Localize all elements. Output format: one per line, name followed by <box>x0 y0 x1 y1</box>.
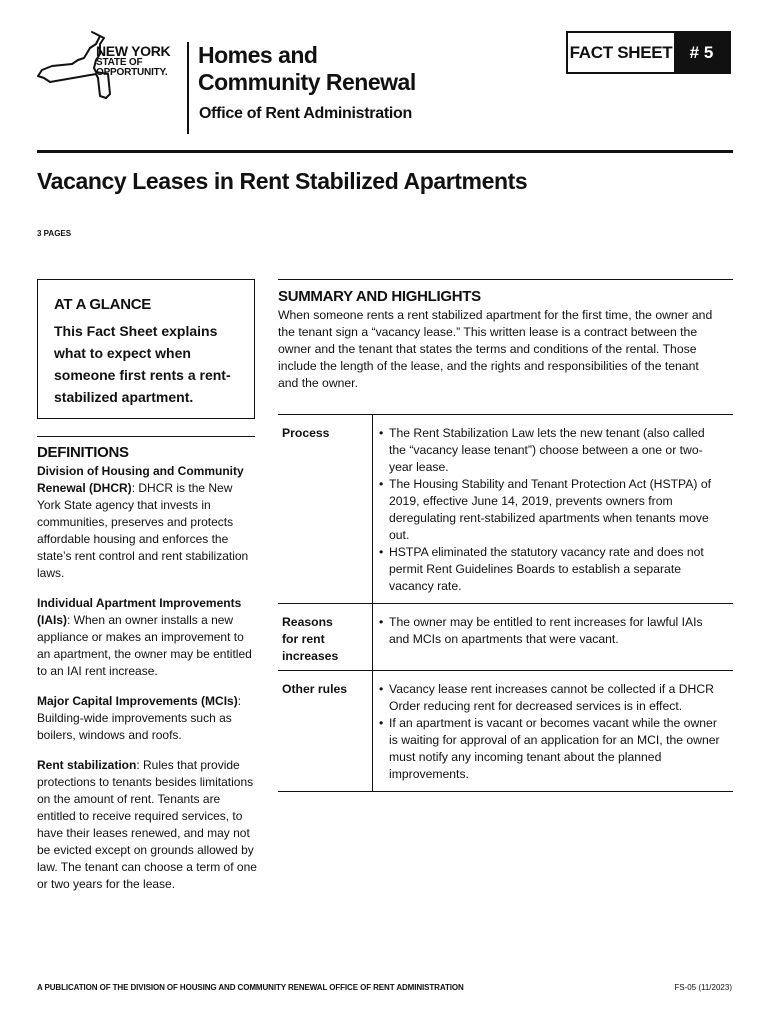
bullet-item: • If an apartment is vacant or becomes vacant while the owner is waiting for approval of an application for an MCI, the owner must notify any incoming tenant about the planned improvements. <box>379 715 725 783</box>
definition-item <box>37 693 257 744</box>
page-count: 3 PAGES <box>37 229 72 238</box>
row-content <box>373 671 734 792</box>
definitions-section <box>37 444 257 906</box>
office-name: Office of Rent Administration <box>199 105 412 122</box>
at-a-glance-box <box>37 279 255 419</box>
bullet-item: • Vacancy lease rent increases cannot be collected if a DHCR Order reducing rent for decreased services is in effect. <box>379 681 725 715</box>
row-label: Other rules <box>278 671 373 792</box>
definition-item <box>37 463 257 582</box>
logo-line-3: OPPORTUNITY. <box>96 67 168 79</box>
row-content <box>373 604 734 671</box>
definition-text: : Building-wide improvements such as boilers, windows and roofs. <box>37 694 242 742</box>
definitions-heading: DEFINITIONS <box>37 444 129 461</box>
summary-text: When someone rents a rent stabilized apartment for the first time, the owner and the tenant sign a “vacancy lease.” This written lease is a contract between the owner and the tenant that states the terms and conditions of the rental. Those include the length of the lease, and the rights and responsibilities of the tenant and the owner. <box>278 308 713 390</box>
row-label <box>278 604 373 671</box>
bullet-item: • The Rent Stabilization Law lets the new tenant (also called the “vacancy lease tenant”) choose between a one or two-year lease. <box>379 425 725 476</box>
summary-heading: SUMMARY AND HIGHLIGHTS <box>278 288 481 305</box>
logo-line-1: NEW YORK <box>96 43 171 59</box>
summary-rule <box>278 279 733 280</box>
fact-sheet-label: FACT SHEET <box>569 42 673 62</box>
definition-text: : When an owner installs a new appliance or makes an improvement to an apartment, the owner may be entitled to an IAI rent increase. <box>37 613 252 678</box>
agency-name <box>198 42 416 96</box>
agency-line-2: Community Renewal <box>198 69 416 95</box>
row-label-text: Reasons for rent increases <box>282 615 339 663</box>
footer-code: FS-05 (11/2023) <box>674 983 732 992</box>
logo-line-2: STATE OF <box>96 57 143 69</box>
definition-term: Rent stabilization <box>37 758 137 772</box>
highlights-table <box>278 414 733 792</box>
page-title: Vacancy Leases in Rent Stabilized Apartments <box>37 168 528 194</box>
row-content <box>373 415 734 604</box>
glance-text: This Fact Sheet explains what to expect when someone first rents a rent-stabilized apartment. <box>54 323 231 405</box>
footer-publication: A PUBLICATION OF THE DIVISION OF HOUSING AND COMMUNITY RENEWAL OFFICE OF RENT ADMINISTRATION <box>37 983 464 992</box>
definition-text: : DHCR is the New York State agency that invests in communities, preserves and protects affordable housing and enforces the state’s rent control and rent stabilization laws. <box>37 481 249 580</box>
table-row <box>278 604 733 671</box>
header-divider <box>187 42 189 134</box>
agency-line-1: Homes and <box>198 42 318 68</box>
definitions-rule <box>37 436 255 437</box>
row-label: Process <box>278 415 373 604</box>
definition-item <box>37 757 257 893</box>
definition-term: Individual Apartment Improvements (IAIs) <box>37 596 242 627</box>
bullet-item: • The owner may be entitled to rent increases for lawful IAIs and MCIs on apartments that were vacant. <box>379 614 725 648</box>
table-row <box>278 671 733 792</box>
table-row <box>278 415 733 604</box>
title-rule <box>37 150 733 153</box>
bullet-item: • HSTPA eliminated the statutory vacancy rate and does not permit Rent Guidelines Boards to establish a separate vacancy rate. <box>379 544 725 595</box>
fact-sheet-number: # 5 <box>674 33 729 72</box>
definition-term: Division of Housing and Community Renewal (DHCR) <box>37 464 244 495</box>
glance-heading: AT A GLANCE <box>54 296 151 313</box>
definition-item <box>37 595 257 680</box>
bullet-item: • The Housing Stability and Tenant Protection Act (HSTPA) of 2019, effective June 14, 2019, prevents owners from deregulating rent-stabilized apartments when tenants move out. <box>379 476 725 544</box>
definition-text: : Rules that provide protections to tenants besides limitations on the amount of rent. Tenants are entitled to receive required services, to have their leases renewed, and may not be evicted except on grounds allowed by law. The tenant can choose a term of one or two years for the lease. <box>37 758 257 891</box>
fact-sheet-badge <box>566 31 731 74</box>
ny-logo-wordmark <box>96 44 170 79</box>
definition-term: Major Capital Improvements (MCIs) <box>37 694 238 708</box>
